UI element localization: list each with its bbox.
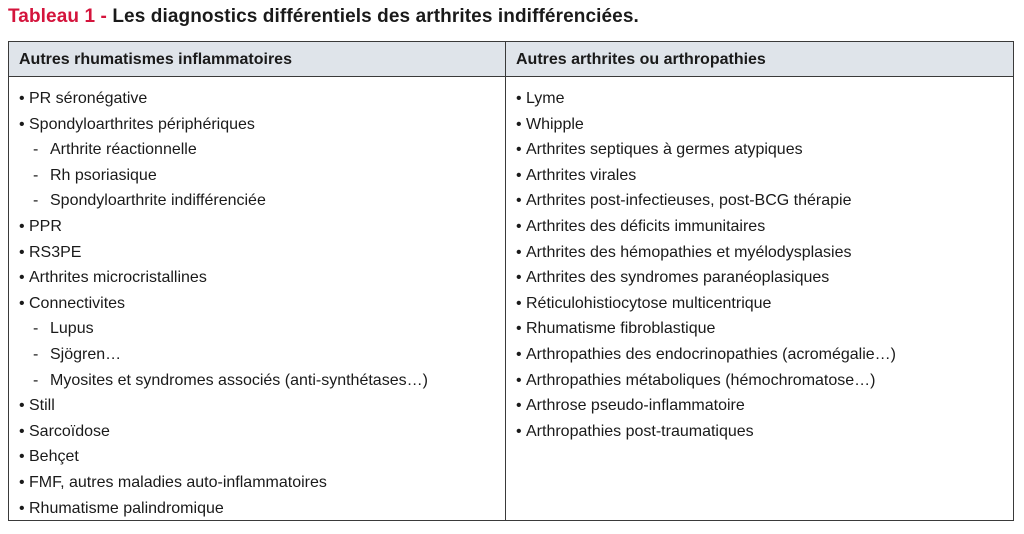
list-item xyxy=(516,112,1009,138)
bullet-marker: • xyxy=(19,269,25,287)
bullet-marker: • xyxy=(516,243,522,261)
dash-marker: - xyxy=(33,166,39,184)
list-item-text: Sjögren… xyxy=(50,345,122,363)
list-item xyxy=(19,240,501,266)
list-item-text: Arthrites septiques à germes atypiques xyxy=(526,141,803,159)
list-item-text: Spondyloarthrite indifférenciée xyxy=(50,192,266,210)
list-item xyxy=(19,214,501,240)
dash-marker: - xyxy=(33,320,39,338)
list-item xyxy=(516,265,1009,291)
list-item xyxy=(516,137,1009,163)
list-item xyxy=(19,419,501,445)
list-item xyxy=(516,214,1009,240)
bullet-marker: • xyxy=(19,90,25,107)
bullet-marker: • xyxy=(19,217,25,235)
bullet-marker: • xyxy=(19,397,25,415)
dash-marker: - xyxy=(33,141,39,159)
table-caption xyxy=(8,6,639,28)
column-header-left: Autres rhumatismes inflammatoires xyxy=(9,42,505,77)
list-item-text: Arthrites virales xyxy=(526,166,637,184)
list-item-text: Arthropathies métaboliques (hémochromatose…) xyxy=(526,371,876,389)
dash-marker: - xyxy=(33,371,39,389)
list-item xyxy=(516,240,1009,266)
list-item-text: Arthrite réactionnelle xyxy=(50,141,197,159)
bullet-marker: • xyxy=(516,345,522,363)
bullet-marker: • xyxy=(516,397,522,415)
list-item-text: Connectivites xyxy=(29,294,126,312)
list-item xyxy=(516,342,1009,368)
list-left xyxy=(19,86,501,521)
list-item xyxy=(19,112,501,138)
list-item-text: Rhumatisme fibroblastique xyxy=(526,320,716,338)
list-item xyxy=(516,86,1009,112)
bullet-marker: • xyxy=(516,217,522,235)
list-item xyxy=(19,393,501,419)
list-item-text: PPR xyxy=(29,217,62,235)
bullet-marker: • xyxy=(19,473,25,491)
list-item-text: PR séronégative xyxy=(29,90,148,107)
list-item-text: Arthrites des syndromes paranéoplasiques xyxy=(526,269,830,287)
list-item xyxy=(19,137,501,163)
list-item xyxy=(516,163,1009,189)
list-item-text: Still xyxy=(29,397,55,415)
list-item xyxy=(516,188,1009,214)
list-item-text: Spondyloarthrites périphériques xyxy=(29,115,255,133)
bullet-marker: • xyxy=(19,294,25,312)
table-number-label: Tableau 1 - xyxy=(8,6,113,27)
list-item xyxy=(19,188,501,214)
list-item-text: Behçet xyxy=(29,448,79,466)
bullet-marker: • xyxy=(516,294,522,312)
list-item xyxy=(19,86,501,112)
bullet-marker: • xyxy=(516,90,522,107)
bullet-marker: • xyxy=(19,448,25,466)
list-item-text: Arthrites post-infectieuses, post-BCG thérapie xyxy=(526,192,852,210)
dash-marker: - xyxy=(33,192,39,210)
table-title: Les diagnostics différentiels des arthrites indifférenciées. xyxy=(112,6,639,27)
list-item xyxy=(19,470,501,496)
list-item-text: Lyme xyxy=(526,90,565,107)
bullet-marker: • xyxy=(516,192,522,210)
list-item-text: Sarcoïdose xyxy=(29,422,110,440)
list-item xyxy=(19,163,501,189)
list-item-text: Myosites et syndromes associés (anti-synthétases…) xyxy=(50,371,428,389)
differential-diagnosis-table xyxy=(8,41,1014,521)
bullet-marker: • xyxy=(516,269,522,287)
list-right xyxy=(516,86,1009,444)
list-item xyxy=(19,291,501,317)
bullet-marker: • xyxy=(516,422,522,440)
bullet-marker: • xyxy=(516,166,522,184)
bullet-marker: • xyxy=(19,422,25,440)
column-left xyxy=(9,42,506,520)
list-item xyxy=(19,316,501,342)
list-item-text: Lupus xyxy=(50,320,94,338)
list-item-text: FMF, autres maladies auto-inflammatoires xyxy=(29,473,327,491)
bullet-marker: • xyxy=(19,499,25,517)
list-item-text: Arthrose pseudo-inflammatoire xyxy=(526,397,745,415)
bullet-marker: • xyxy=(516,115,522,133)
bullet-marker: • xyxy=(19,243,25,261)
list-item xyxy=(19,342,501,368)
list-item xyxy=(19,496,501,522)
list-item-text: Arthrites des déficits immunitaires xyxy=(526,217,766,235)
dash-marker: - xyxy=(33,345,39,363)
list-item xyxy=(516,368,1009,394)
bullet-marker: • xyxy=(516,371,522,389)
column-right xyxy=(506,42,1013,520)
bullet-marker: • xyxy=(516,320,522,338)
column-header-right: Autres arthrites ou arthropathies xyxy=(506,42,1013,77)
list-item-text: Réticulohistiocytose multicentrique xyxy=(526,294,772,312)
list-item-text: Arthrites microcristallines xyxy=(29,269,207,287)
list-item-text: Rh psoriasique xyxy=(50,166,157,184)
list-item-text: RS3PE xyxy=(29,243,82,261)
list-item-text: Arthrites des hémopathies et myélodysplasies xyxy=(526,243,852,261)
list-item-text: Arthropathies des endocrinopathies (acromégalie…) xyxy=(526,345,896,363)
list-item-text: Whipple xyxy=(526,115,584,133)
list-item xyxy=(19,265,501,291)
list-item xyxy=(516,393,1009,419)
bullet-marker: • xyxy=(19,115,25,133)
list-item xyxy=(516,316,1009,342)
list-item-text: Arthropathies post-traumatiques xyxy=(526,422,754,440)
list-item xyxy=(516,291,1009,317)
list-item xyxy=(19,368,501,394)
bullet-marker: • xyxy=(516,141,522,159)
list-item xyxy=(516,419,1009,445)
list-item-text: Rhumatisme palindromique xyxy=(29,499,224,517)
list-item xyxy=(19,444,501,470)
